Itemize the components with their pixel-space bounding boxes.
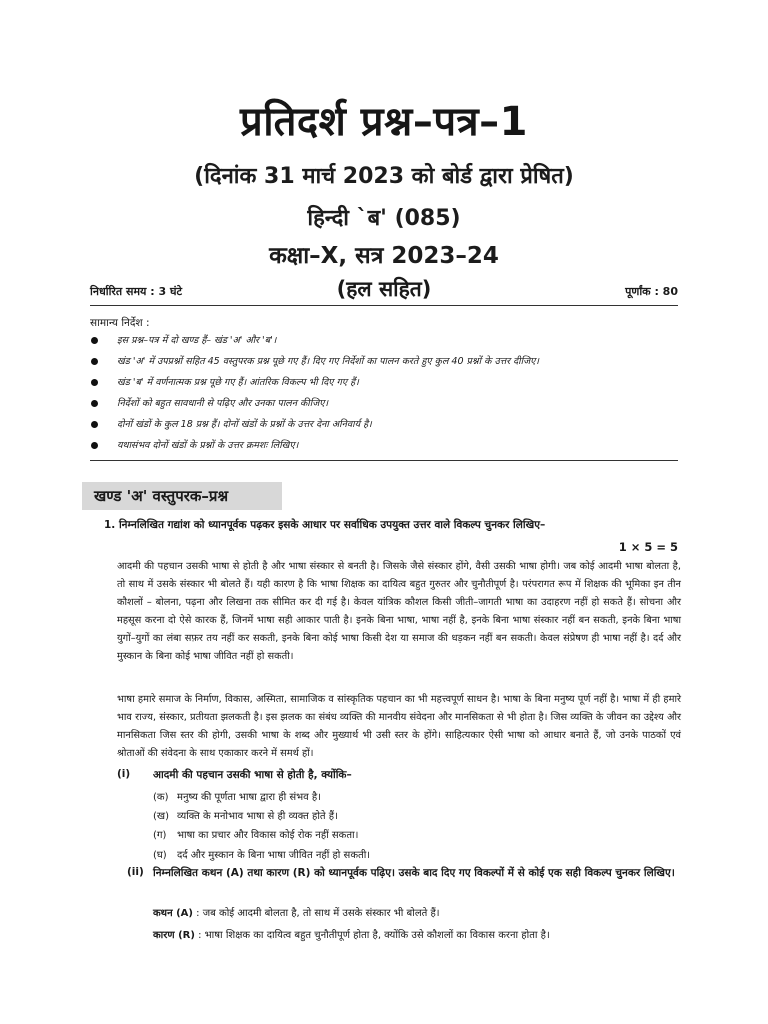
paper-title: प्रतिदर्श प्रश्न–पत्र–1 — [240, 99, 528, 145]
reason-label: कारण (R) — [153, 930, 195, 941]
solution-label: (हल सहित) — [336, 277, 432, 301]
option-ka: (क) मनुष्य की पूर्णता भाषा द्वारा ही संभव है। — [153, 792, 321, 803]
subject-line: हिन्दी `ब' (085) — [307, 206, 461, 231]
instruction-item: यथासंभव दोनों खंडों के प्रश्नों के उत्तर क्रमशः लिखिए। — [90, 435, 680, 456]
sub-question-2-text: निम्नलिखित कथन (A) तथा कारण (R) को ध्यानपूर्वक पढ़िए। उसके बाद दिए गए विकल्पों में से कोई एक सही विकल्प चुनकर लिखिए। — [153, 867, 675, 879]
option-kha: (ख) व्यक्ति के मनोभाव भाषा से ही व्यक्त होते हैं। — [153, 811, 338, 822]
reason-text: : भाषा शिक्षक का दायित्व बहुत चुनौतीपूर्ण होता है, क्योंकि उसे कौशलों का विकास करना होता है। — [198, 930, 550, 941]
section-title: खण्ड 'अ' वस्तुपरक–प्रश्न — [94, 487, 229, 505]
passage-paragraph-1: आदमी की पहचान उसकी भाषा से होती है और भाषा संस्कार से बनती है। जिसके जैसे संस्कार होंगे, वैसी उसकी भाषा होगी। जब कोई आदमी भाषा बोलता है, तो साथ में उसके संस्कार भी बोलते हैं। यही कारण है कि भाषा शिक्षक का दायित्व बहुत गुरुतर और चुनौतीपूर्ण है। परंपरागत रूप में शिक्षक की भूमिका इन तीन कौशलों – बोलना, पढ़ना और लिखना तक सीमित कर दी गई है। केवल यांत्रिक कौशल किसी जीती–जागती भाषा का उदाहरण नहीं हो सकते हैं। सोचना और महसूस करना दो ऐसे कारक हैं, जिनमें भाषा सही आकार पाती है। इनके बिना भाषा, भाषा नहीं है, इनके बिना भाषा संस्कार नहीं बन सकती, इनके बिना भाषा युगों–युगों का लंबा सफ़र तय नहीं कर सकती, इनके बिना कोई भाषा किसी देश या समाज की धड़कन नहीं बन सकती। केवल संप्रेषण ही भाषा नहीं है। दर्द और मुस्कान के बिना कोई भाषा जीवित नहीं हो सकती। — [117, 561, 681, 662]
bullet-icon — [91, 400, 98, 407]
time-allowed: निर्धारित समय : 3 घंटे — [90, 285, 182, 298]
instruction-item: निर्देशों को बहुत सावधानी से पढ़िए और उनका पालन कीजिए। — [90, 393, 680, 414]
assertion-text: : जब कोई आदमी बोलता है, तो साथ में उसके संस्कार भी बोलते हैं। — [196, 908, 440, 919]
meta-row — [90, 275, 678, 305]
bullet-icon — [91, 358, 98, 365]
instruction-item: दोनों खंडों के कुल 18 प्रश्न हैं। दोनों खंडों के प्रश्नों के उत्तर देना अनिवार्य है। — [90, 414, 680, 435]
bullet-icon — [91, 442, 98, 449]
passage-paragraph-2: भाषा हमारे समाज के निर्माण, विकास, अस्मिता, सामाजिक व सांस्कृतिक पहचान का भी महत्त्वपूर्ण साधन है। भाषा के बिना मनुष्य पूर्ण नहीं है। भाषा में ही हमारे भाव राज्य, संस्कार, प्रतीयता झलकती है। इस झलक का संबंध व्यक्ति की मानवीय संवेदना और मानसिकता से भी होता है। जिस व्यक्ति के जीवन का उद्देश्य और मानसिकता जिस स्तर की होगी, उसकी भाषा के शब्द और मुख्यार्थ भी उसी स्तर के होंगे। साहित्यकार ऐसी भाषा को आधार बनाते हैं, जो उनके पाठकों एवं श्रोताओं की संवेदना के साथ एकाकार करने में समर्थ हों। — [117, 694, 681, 759]
class-session-line: कक्षा–X, सत्र 2023–24 — [269, 243, 499, 269]
instruction-item: खंड 'ब' में वर्णनात्मक प्रश्न पूछे गए हैं। आंतरिक विकल्प भी दिए गए हैं। — [90, 372, 680, 393]
paper-subtitle: (दिनांक 31 मार्च 2023 को बोर्ड द्वारा प्रेषित) — [194, 164, 574, 189]
instructions-heading: सामान्य निर्देश : — [90, 317, 150, 329]
bullet-icon — [91, 379, 98, 386]
option-ga: (ग) भाषा का प्रचार और विकास कोई रोक नहीं सकता। — [153, 830, 359, 841]
assertion-label: कथन (A) — [153, 908, 193, 919]
question-1-text: 1. निम्नलिखित गद्यांश को ध्यानपूर्वक पढ़कर इसके आधार पर सर्वाधिक उपयुक्त उत्तर वाले विकल्प चुनकर लिखिए– — [104, 519, 546, 531]
instruction-item: इस प्रश्न–पत्र में दो खण्ड हैं– खंड 'अ' और 'ब'। — [90, 330, 680, 351]
divider — [90, 460, 678, 461]
sub-question-1-text: आदमी की पहचान उसकी भाषा से होती है, क्योंकि– — [153, 769, 352, 781]
bullet-icon — [91, 421, 98, 428]
sub-question-2-number: (ii) — [127, 866, 144, 878]
reason-line — [153, 927, 550, 941]
divider — [90, 305, 678, 306]
assertion-line — [153, 905, 440, 919]
section-heading — [82, 482, 282, 510]
question-1-marks: 1 × 5 = 5 — [618, 540, 678, 554]
instruction-item: खंड 'अ' में उपप्रश्नों सहित 45 वस्तुपरक प्रश्न पूछे गए हैं। दिए गए निर्देशों का पालन करते हुए कुल 40 प्रश्नों के उत्तर दीजिए। — [90, 351, 680, 372]
max-marks: पूर्णांक : 80 — [625, 285, 678, 298]
option-gha: (घ) दर्द और मुस्कान के बिना भाषा जीवित नहीं हो सकती। — [153, 850, 371, 861]
sub-question-1-number: (i) — [117, 768, 131, 780]
bullet-icon — [91, 337, 98, 344]
instructions-list — [90, 330, 680, 456]
